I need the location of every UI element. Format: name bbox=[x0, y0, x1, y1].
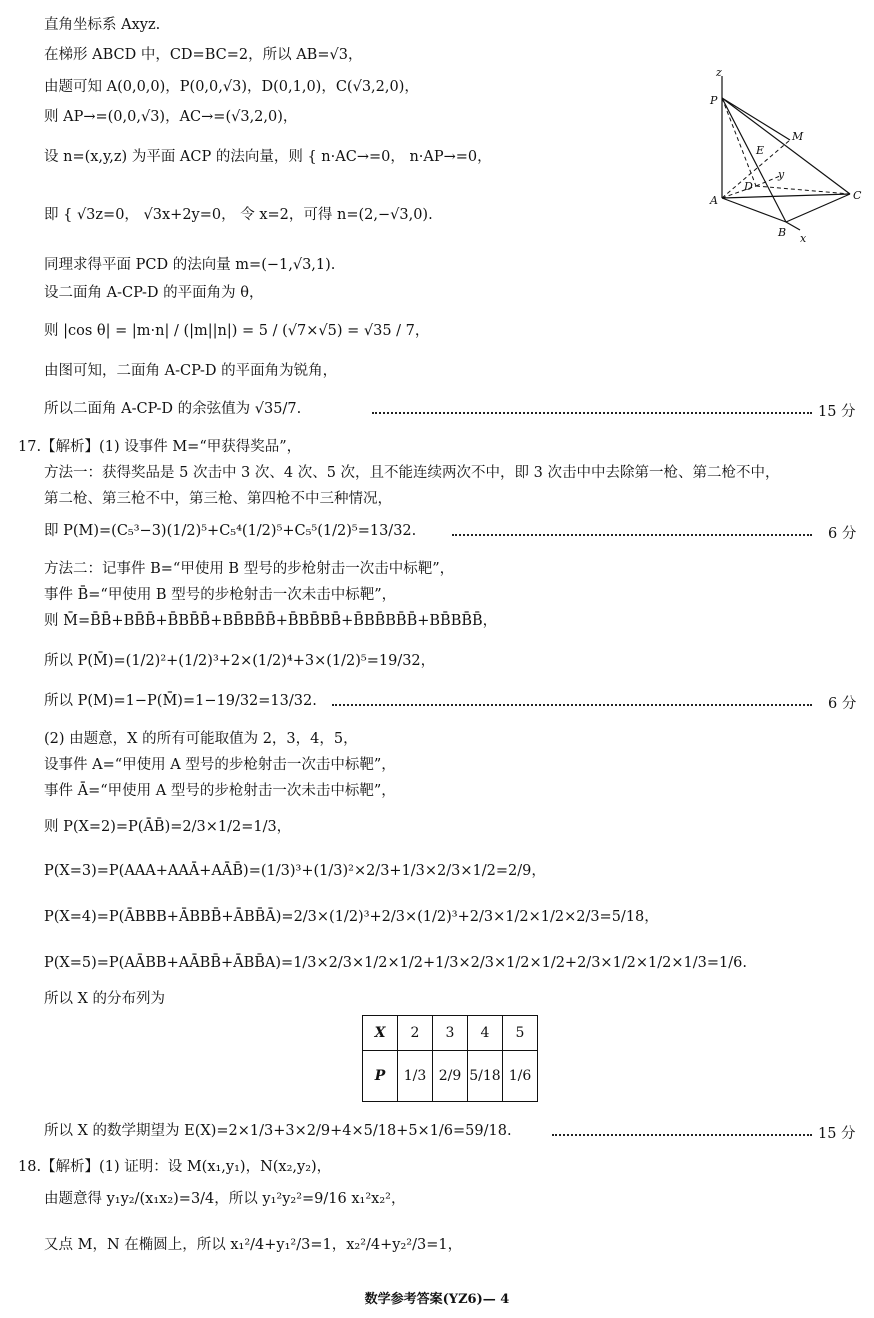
text-line: 则 M̄=B̄B̄+BB̄B̄+B̄BB̄B̄+BB̄BB̄B̄+B̄BB̄BB̄+B̄BB̄BB̄B̄+BB̄BB̄B̄， bbox=[44, 613, 498, 629]
text-line: 则 |cos θ| = |m·n| / (|m||n|) = 5 / (√7×√5) = √35 / 7， bbox=[44, 323, 430, 339]
label-z: z bbox=[716, 68, 722, 79]
text-line: 事件 B̄=“甲使用 B 型号的步枪射击一次未击中标靶”， bbox=[44, 587, 397, 603]
edge-PB bbox=[722, 98, 786, 222]
text-line: 事件 Ā=“甲使用 A 型号的步枪射击一次未击中标靶”， bbox=[44, 783, 396, 799]
edge-PC bbox=[722, 98, 850, 194]
geometry-figure bbox=[700, 68, 868, 248]
text-line: 即 P(M)=(C₅³−3)(1/2)⁵+C₅⁴(1/2)⁵+C₅⁵(1/2)⁵=13/32. bbox=[44, 523, 417, 539]
text-line: 由图可知，二面角 A-CP-D 的平面角为锐角， bbox=[44, 363, 338, 379]
dot-leader bbox=[372, 412, 812, 414]
table-cell: P bbox=[363, 1051, 398, 1102]
text-line: 方法二：记事件 B=“甲使用 B 型号的步枪射击一次击中标靶”， bbox=[44, 561, 455, 577]
y-axis bbox=[756, 176, 780, 186]
text-line: 由题意得 y₁y₂/(x₁x₂)=3/4，所以 y₁²y₂²=9/16 x₁²x₂²， bbox=[44, 1191, 406, 1207]
text-line: 即 { √3z=0， √3x+2y=0， 令 x=2，可得 n=(2,−√3,0). bbox=[44, 207, 433, 223]
label-m: M bbox=[792, 130, 804, 143]
edge-BC bbox=[786, 194, 850, 222]
score-label: 6 分 bbox=[828, 526, 857, 542]
text-line: P(X=3)=P(AAA+AAĀ+AĀB̄)=(1/3)³+(1/3)²×2/3+1/3×2/3×1/2=2/9， bbox=[44, 863, 546, 879]
label-e: E bbox=[756, 144, 765, 157]
score-label: 15 分 bbox=[818, 1126, 856, 1142]
label-a: A bbox=[710, 194, 718, 207]
score-label: 6 分 bbox=[828, 696, 857, 712]
table-cell: 5 bbox=[503, 1016, 538, 1051]
label-b: B bbox=[778, 226, 787, 239]
text-line: 又点 M，N 在椭圆上，所以 x₁²/4+y₁²/3=1，x₂²/4+y₂²/3=1， bbox=[44, 1237, 463, 1253]
table-cell: 2 bbox=[398, 1016, 433, 1051]
text-line: 则 AP→=(0,0,√3)，AC→=(√3,2,0)， bbox=[44, 109, 298, 125]
label-p: P bbox=[710, 94, 718, 107]
table-cell: 4 bbox=[468, 1016, 503, 1051]
text-line: 所以二面角 A-CP-D 的余弦值为 √35/7. bbox=[44, 401, 302, 417]
text-line: (2) 由题意，X 的所有可能取值为 2，3，4，5， bbox=[44, 731, 358, 747]
text-line: 设二面角 A-CP-D 的平面角为 θ， bbox=[44, 285, 264, 301]
text-line: 同理求得平面 PCD 的法向量 m=(−1,√3,1). bbox=[44, 257, 336, 273]
table-cell: 1/6 bbox=[503, 1051, 538, 1102]
label-c: C bbox=[853, 189, 862, 202]
label-x: x bbox=[800, 232, 807, 245]
dot-leader bbox=[552, 1134, 812, 1136]
table-cell: X bbox=[363, 1016, 398, 1051]
edge-AC bbox=[722, 194, 850, 198]
text-line: 则 P(X=2)=P(ĀB̄)=2/3×1/2=1/3， bbox=[44, 819, 292, 835]
text-line: 所以 P(M)=1−P(M̄)=1−19/32=13/32. bbox=[44, 693, 317, 709]
text-line: 所以 P(M̄)=(1/2)²+(1/2)³+2×(1/2)⁴+3×(1/2)⁵=19/32， bbox=[44, 653, 436, 669]
text-line: 直角坐标系 Axyz. bbox=[44, 17, 161, 33]
page-footer: 数学参考答案(YZ6)— 4 bbox=[364, 1292, 510, 1307]
label-d: D bbox=[744, 180, 753, 193]
pyramid-diagram bbox=[700, 68, 868, 248]
score-label: 15 分 bbox=[818, 404, 856, 420]
table-cell: 3 bbox=[433, 1016, 468, 1051]
dot-leader bbox=[332, 704, 812, 706]
text-line: 在梯形 ABCD 中，CD=BC=2，所以 AB=√3， bbox=[44, 47, 363, 63]
table-cell: 5/18 bbox=[468, 1051, 503, 1102]
text-line: 设事件 A=“甲使用 A 型号的步枪射击一次击中标靶”， bbox=[44, 757, 396, 773]
text-line: 设 n=(x,y,z) 为平面 ACP 的法向量，则 { n·AC→=0， n·AP→=0， bbox=[44, 149, 492, 165]
distribution-table bbox=[362, 1015, 538, 1102]
dot-leader bbox=[452, 534, 812, 536]
table-cell: 1/3 bbox=[398, 1051, 433, 1102]
label-y: y bbox=[778, 168, 785, 181]
text-line: 所以 X 的数学期望为 E(X)=2×1/3+3×2/9+4×5/18+5×1/6=59/18. bbox=[44, 1123, 512, 1139]
text-line: 方法一：获得奖品是 5 次击中 3 次、4 次、5 次，且不能连续两次不中，即 3 次击中中去除第一枪、第二枪不中， bbox=[44, 465, 780, 481]
x-axis bbox=[786, 222, 800, 230]
text-line: 17.【解析】(1) 设事件 M=“甲获得奖品”， bbox=[18, 439, 302, 455]
text-line: P(X=5)=P(AĀBB+AĀBB̄+ĀBB̄A)=1/3×2/3×1/2×1/2+1/3×2/3×1/2×1/2+2/3×1/2×1/2×1/3=1/6. bbox=[44, 955, 747, 971]
text-line: P(X=4)=P(ĀBBB+ĀBBB̄+ĀBB̄Ā)=2/3×(1/2)³+2/3×(1/2)³+2/3×1/2×1/2×2/3=5/18， bbox=[44, 909, 659, 925]
text-line: 第二枪、第三枪不中，第三枪、第四枪不中三种情况， bbox=[44, 491, 392, 507]
text-line: 18.【解析】(1) 证明：设 M(x₁,y₁)，N(x₂,y₂)， bbox=[18, 1159, 332, 1175]
table-cell: 2/9 bbox=[433, 1051, 468, 1102]
text-line: 由题可知 A(0,0,0)，P(0,0,√3)，D(0,1,0)，C(√3,2,0)， bbox=[44, 79, 419, 95]
edge-AB bbox=[722, 198, 786, 222]
text-line: 所以 X 的分布列为 bbox=[44, 991, 166, 1007]
